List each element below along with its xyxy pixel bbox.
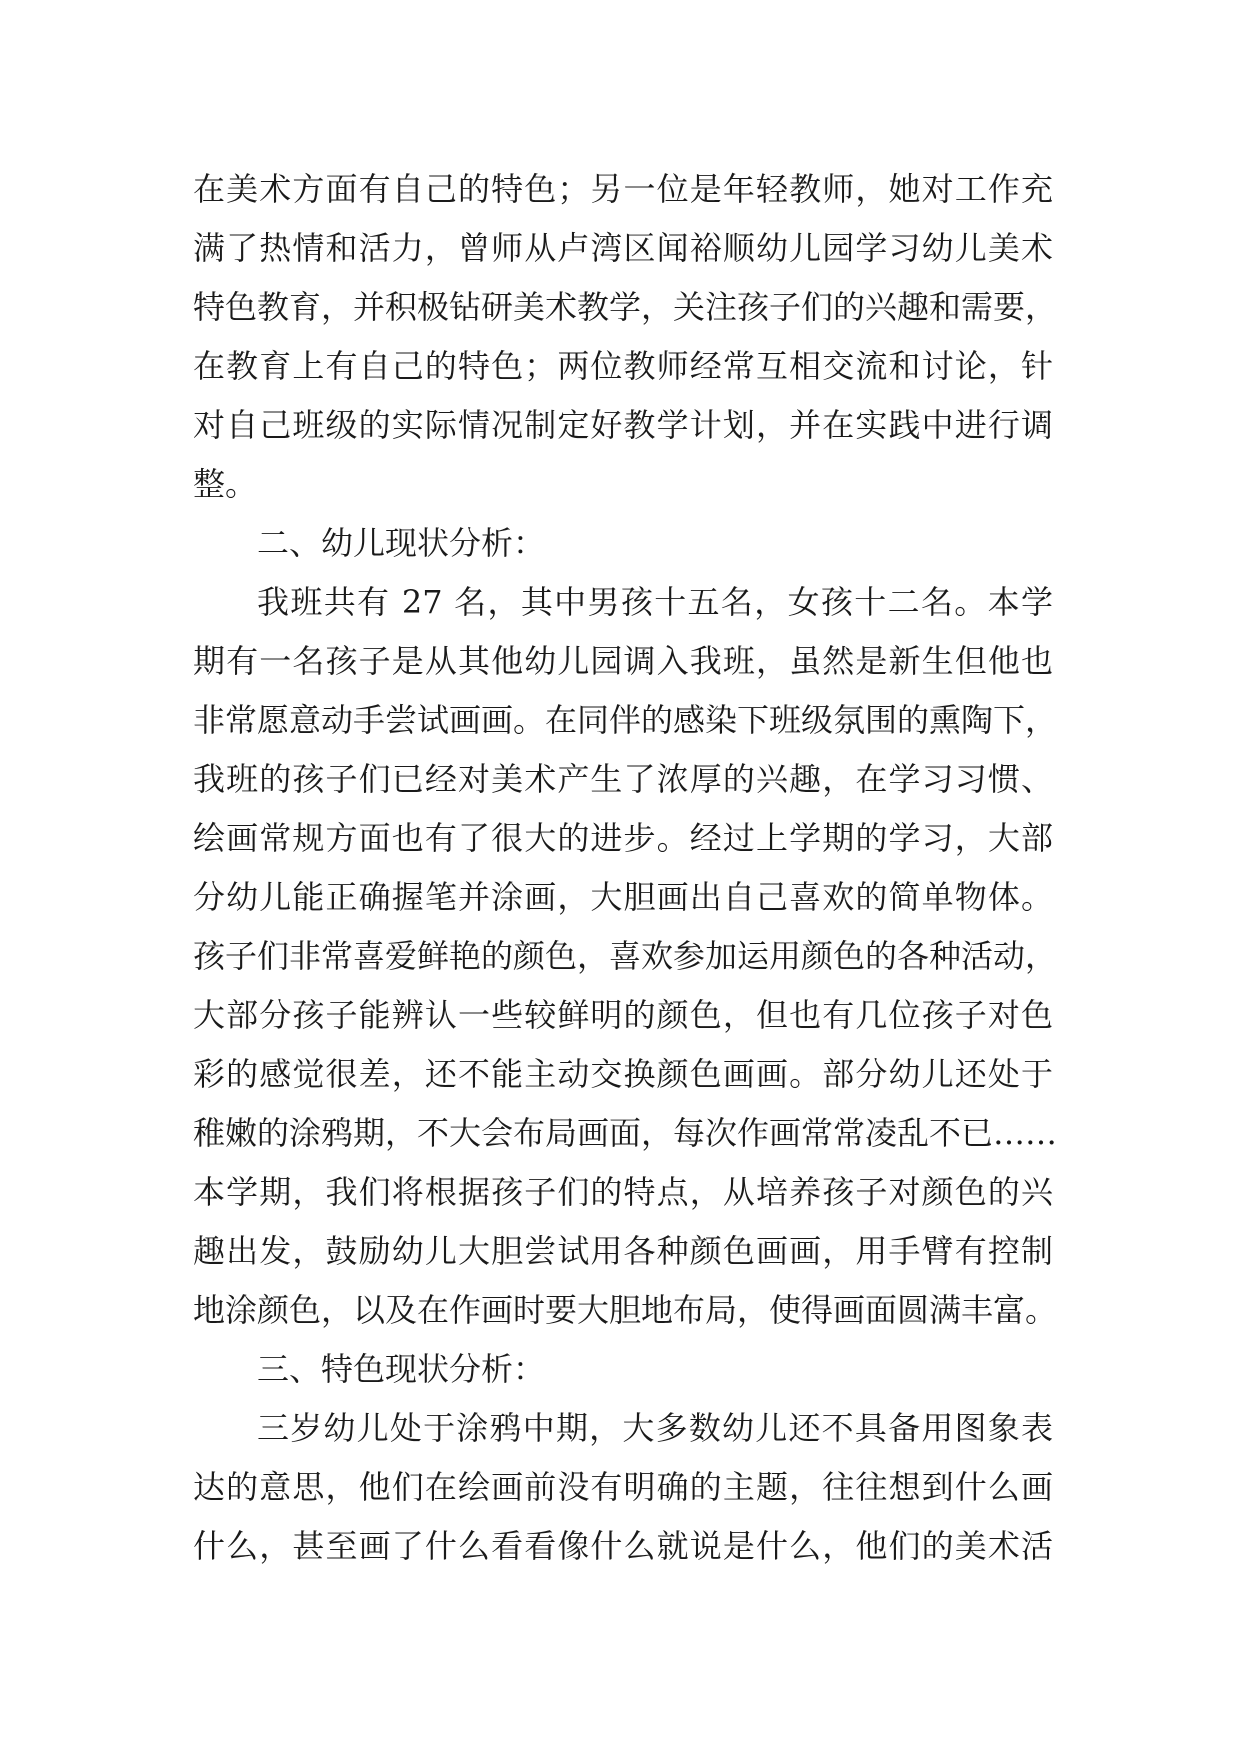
text-line: 在美术方面有自己的特色；另一位是年轻教师，她对工作充: [193, 170, 1053, 208]
text-line: 特色教育，并积极钻研美术教学，关注孩子们的兴趣和需要，: [193, 288, 1058, 326]
text-line: 孩子们非常喜爱鲜艳的颜色，喜欢参加运用颜色的各种活动，: [193, 937, 1058, 975]
text-line: 彩的感觉很差，还不能主动交换颜色画画。部分幼儿还处于: [193, 1055, 1053, 1093]
text-line: 满了热情和活力，曾师从卢湾区闻裕顺幼儿园学习幼儿美术: [193, 229, 1053, 267]
text-line: 非常愿意动手尝试画画。在同伴的感染下班级氛围的熏陶下，: [193, 701, 1058, 739]
text-line: 三、特色现状分析：: [257, 1350, 546, 1388]
text-line: 我班的孩子们已经对美术产生了浓厚的兴趣，在学习习惯、: [193, 760, 1053, 798]
text-line: 对自己班级的实际情况制定好教学计划，并在实践中进行调: [193, 406, 1053, 444]
text-line: 在教育上有自己的特色；两位教师经常互相交流和讨论，针: [193, 347, 1053, 385]
text-line: 我班共有 27 名，其中男孩十五名，女孩十二名。本学: [257, 583, 1053, 621]
text-line: 二、幼儿现状分析：: [257, 524, 546, 562]
text-line: 趣出发，鼓励幼儿大胆尝试用各种颜色画画，用手臂有控制: [193, 1232, 1053, 1270]
text-line: 绘画常规方面也有了很大的进步。经过上学期的学习，大部: [193, 819, 1053, 857]
text-line: 稚嫩的涂鸦期，不大会布局画面，每次作画常常凌乱不已……: [193, 1114, 1058, 1152]
text-line: 地涂颜色，以及在作画时要大胆地布局，使得画面圆满丰富。: [193, 1291, 1058, 1329]
body-text: [193, 160, 1058, 1576]
text-line: 期有一名孩子是从其他幼儿园调入我班，虽然是新生但他也: [193, 642, 1053, 680]
text-line: 三岁幼儿处于涂鸦中期，大多数幼儿还不具备用图象表: [257, 1409, 1053, 1447]
text-line: 什么，甚至画了什么看看像什么就说是什么，他们的美术活: [193, 1527, 1053, 1565]
text-line: 达的意思，他们在绘画前没有明确的主题，往往想到什么画: [193, 1468, 1053, 1506]
text-line: 本学期，我们将根据孩子们的特点，从培养孩子对颜色的兴: [193, 1173, 1053, 1211]
text-line: 大部分孩子能辨认一些较鲜明的颜色，但也有几位孩子对色: [193, 996, 1053, 1034]
text-line: 整。: [193, 465, 258, 503]
text-line: 分幼儿能正确握笔并涂画，大胆画出自己喜欢的简单物体。: [193, 878, 1053, 916]
